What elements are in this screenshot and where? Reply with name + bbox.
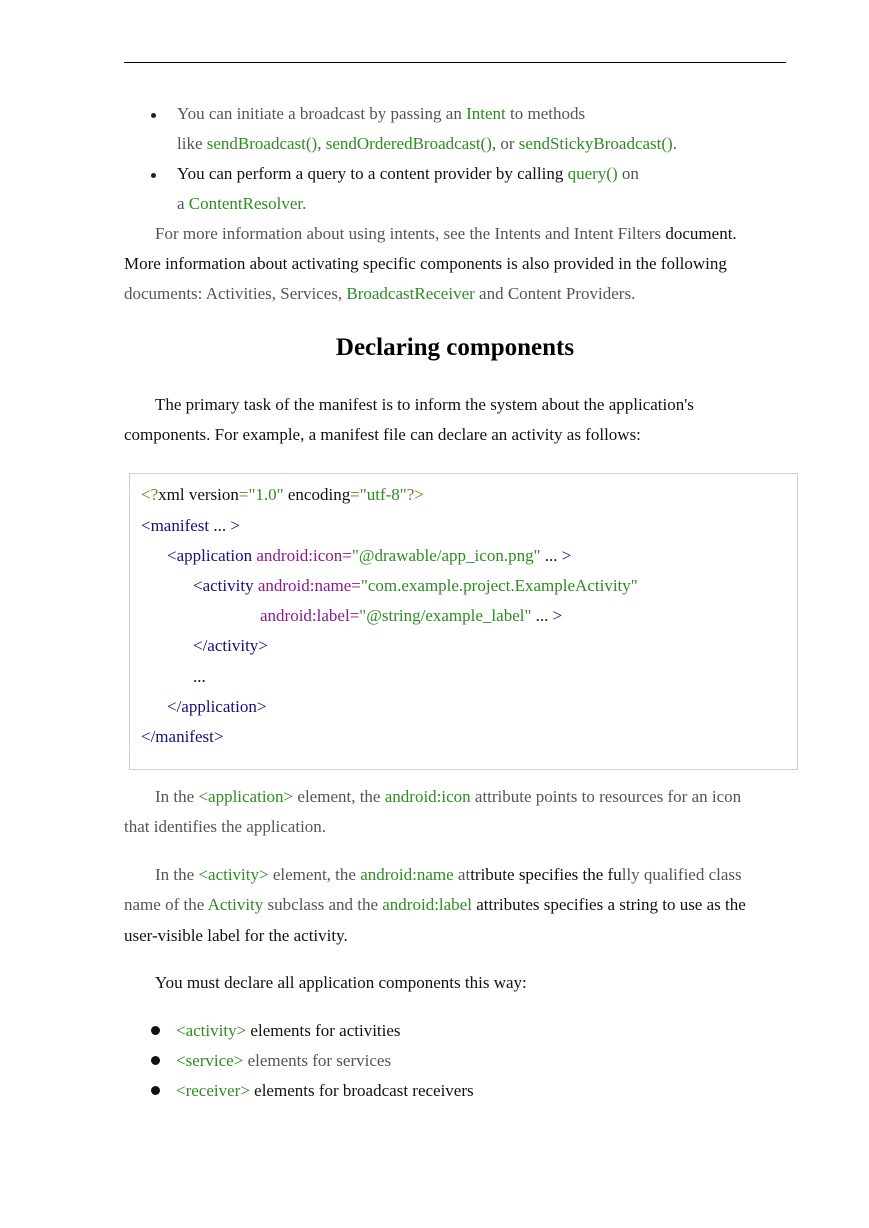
receiver-tag-link[interactable]: <receiver> — [176, 1081, 250, 1100]
code-line-activity-open: <activity android:name="com.example.project.ExampleActivity" — [193, 576, 638, 595]
send-broadcast-link[interactable]: sendBroadcast() — [206, 134, 318, 153]
activity-element-link[interactable]: <activity> — [198, 865, 269, 884]
section-heading: Declaring components — [335, 334, 575, 361]
bullet-query-line2: a ContentResolver. — [177, 194, 307, 213]
intent-link[interactable]: Intent — [466, 104, 506, 123]
bullet-dot — [151, 1026, 160, 1035]
send-ordered-broadcast-link[interactable]: sendOrderedBroadcast() — [325, 134, 492, 153]
code-line-xml-decl: <?xml version="1.0" encoding="utf-8"?> — [141, 485, 424, 504]
broadcast-receiver-link[interactable]: BroadcastReceiver — [346, 284, 475, 303]
code-line-activity-close: </activity> — [193, 636, 268, 655]
bullet-broadcast-line2: like sendBroadcast(), sendOrderedBroadcast(), or sendStickyBroadcast(). — [177, 134, 677, 153]
code-line-application-close: </application> — [167, 697, 267, 716]
android-label-link[interactable]: android:label — [382, 895, 472, 914]
para-primary-line2: components. For example, a manifest file can declare an activity as follows: — [124, 425, 641, 444]
code-line-manifest-open: <manifest ... > — [141, 516, 240, 535]
bullet-broadcast-line1: You can initiate a broadcast by passing an Intent to methods — [177, 104, 586, 123]
para-intents-line2: More information about activating specific components is also provided in the following — [124, 254, 727, 273]
header-rule — [124, 62, 786, 63]
para-activity-line3: user-visible label for the activity. — [124, 926, 348, 945]
para-activity-line2: name of the Activity subclass and the android:label attributes specifies a string to use as the — [124, 895, 746, 914]
service-tag-link[interactable]: <service> — [176, 1051, 244, 1070]
code-line-ellipsis: ... — [193, 667, 206, 686]
para-intents-line3: documents: Activities, Services, BroadcastReceiver and Content Providers. — [124, 284, 636, 303]
bullet-receiver: <receiver> elements for broadcast receivers — [176, 1081, 474, 1100]
android-name-link[interactable]: android:name — [360, 865, 454, 884]
para-declare: You must declare all application components this way: — [155, 973, 527, 992]
code-line-activity-label: android:label="@string/example_label" ... > — [260, 606, 563, 625]
bullet-activity: <activity> elements for activities — [176, 1021, 401, 1040]
bullet-dot — [151, 173, 156, 178]
code-line-application-open: <application android:icon="@drawable/app_icon.png" ... > — [167, 546, 572, 565]
code-line-manifest-close: </manifest> — [141, 727, 224, 746]
bullet-dot — [151, 1056, 160, 1065]
bullet-service: <service> elements for services — [176, 1051, 392, 1070]
para-primary-line1: The primary task of the manifest is to inform the system about the application's — [155, 395, 694, 414]
para-activity-line1: In the <activity> element, the android:name attribute specifies the fully qualified class — [155, 865, 742, 884]
para-application-line2: that identifies the application. — [124, 817, 327, 836]
para-intents-line1: For more information about using intents, see the Intents and Intent Filters document. — [155, 224, 737, 243]
activity-tag-link[interactable]: <activity> — [176, 1021, 247, 1040]
send-sticky-broadcast-link[interactable]: sendStickyBroadcast() — [518, 134, 673, 153]
query-link[interactable]: query() — [567, 164, 618, 183]
application-element-link[interactable]: <application> — [198, 787, 294, 806]
bullet-dot — [151, 113, 156, 118]
android-icon-link[interactable]: android:icon — [384, 787, 471, 806]
activity-class-link[interactable]: Activity — [207, 895, 264, 914]
content-resolver-link[interactable]: ContentResolver — [188, 194, 303, 213]
bullet-dot — [151, 1086, 160, 1095]
bullet-query-line1: You can perform a query to a content provider by calling query() on — [177, 164, 639, 183]
para-application-line1: In the <application> element, the android:icon attribute points to resources for an icon — [155, 787, 742, 806]
